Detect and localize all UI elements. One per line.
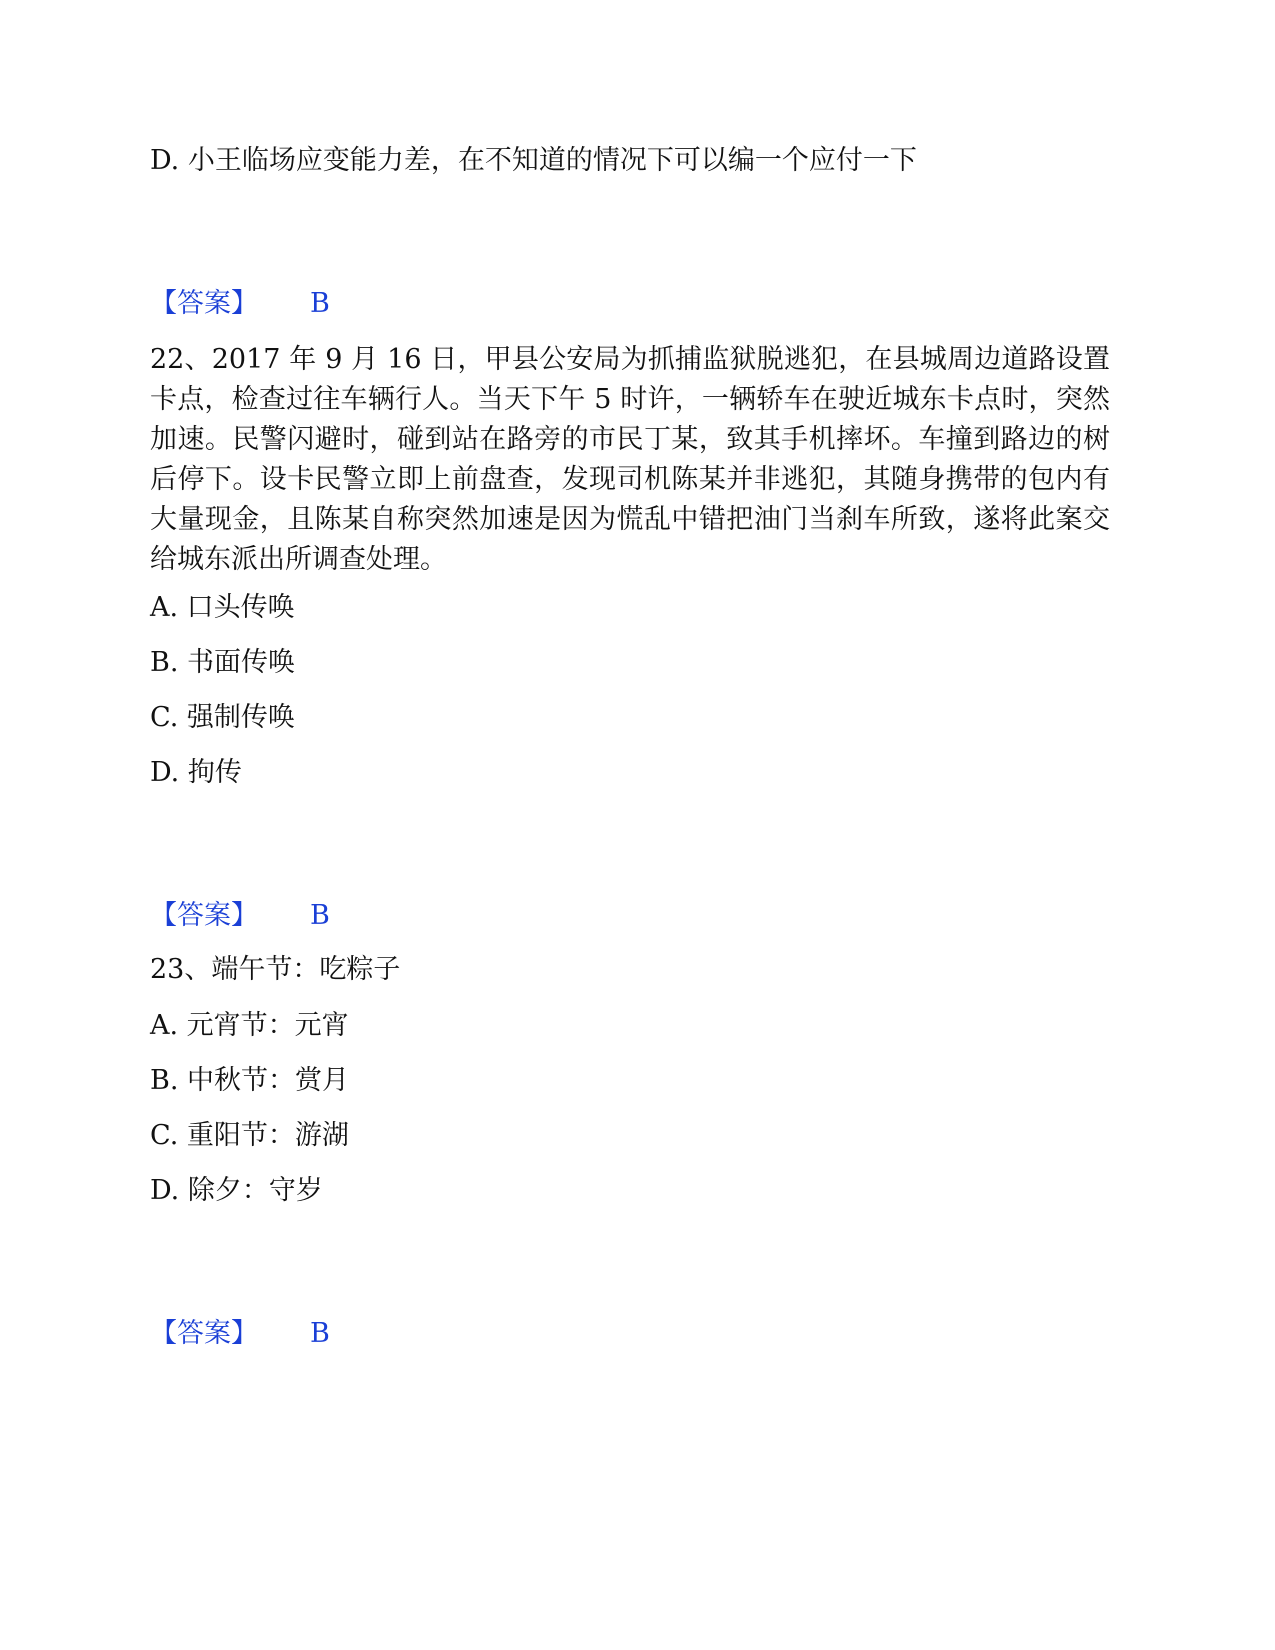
answer-21 (150, 286, 330, 322)
q22-option-a: A. 口头传唤 (150, 592, 295, 623)
answer-23 (150, 1316, 330, 1352)
answer-value: B (310, 900, 330, 931)
q23-stem: 23、端午节：吃粽子 (150, 954, 401, 985)
q21-option-d: D. 小王临场应变能力差，在不知道的情况下可以编一个应付一下 (150, 145, 917, 176)
answer-value: B (310, 1318, 330, 1349)
q22-stem: 22、2017 年 9 月 16 日，甲县公安局为抓捕监狱脱逃犯，在县城周边道路设置卡点，检查过往车辆行人。当天下午 5 时许，一辆轿车在驶近城东卡点时，突然加速。民警闪避时，碰到站在路旁的市民丁某，致其手机摔坏。车撞到路边的树后停下。设卡民警立即上前盘查，发现司机陈某并非逃犯，其随身携带的包内有大量现金，且陈某自称突然加速是因为慌乱中错把油门当刹车所致，遂将此案交给城东派出所调查处理。 (150, 344, 1110, 575)
q22-option-c: C. 强制传唤 (150, 702, 295, 733)
q23-option-c: C. 重阳节：游湖 (150, 1120, 349, 1151)
answer-value: B (310, 288, 330, 319)
answer-label: 【答案】 (150, 1318, 258, 1349)
q22-option-b: B. 书面传唤 (150, 647, 296, 678)
answer-22 (150, 898, 330, 934)
q23-option-b: B. 中秋节：赏月 (150, 1065, 350, 1096)
answer-label: 【答案】 (150, 288, 258, 319)
q23-option-d: D. 除夕：守岁 (150, 1175, 323, 1206)
q23-option-a: A. 元宵节：元宵 (150, 1010, 349, 1041)
q22-option-d: D. 拘传 (150, 757, 242, 788)
answer-label: 【答案】 (150, 900, 258, 931)
